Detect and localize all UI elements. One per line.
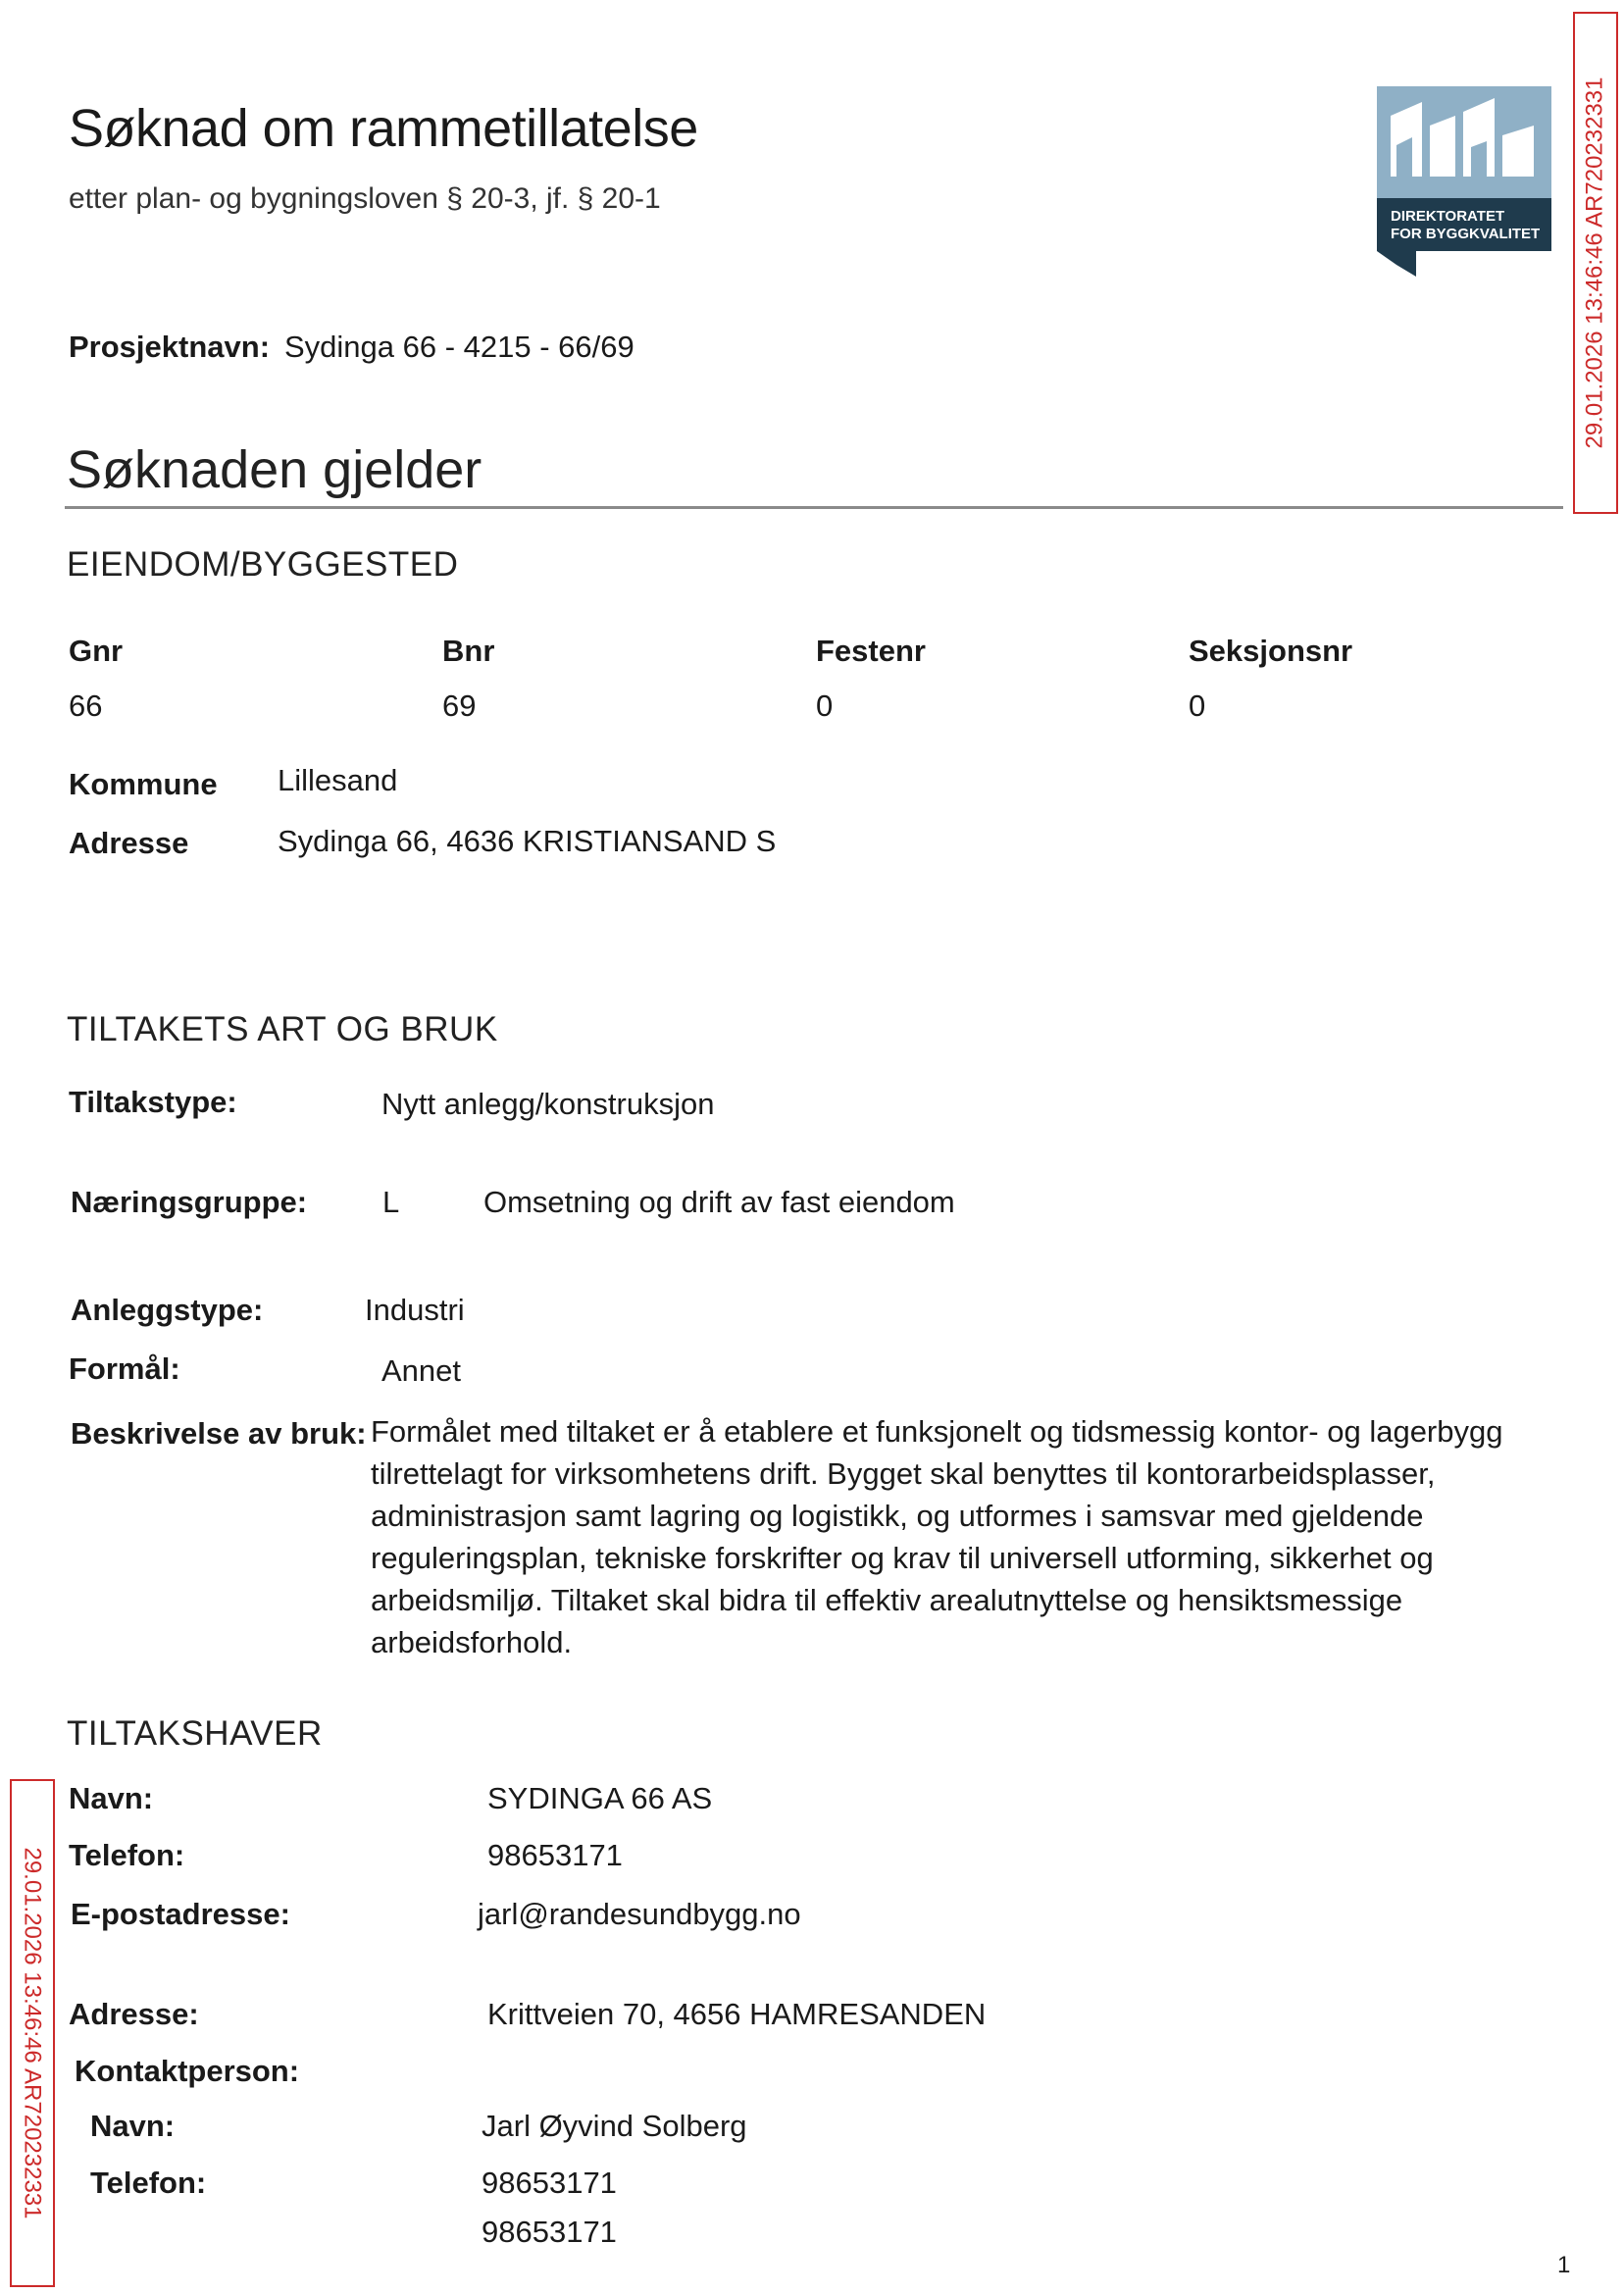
kontakt-telefon-label: Telefon:: [90, 2166, 207, 2200]
naeringsgruppe-code: L: [382, 1185, 400, 1219]
beskrivelse-label: Beskrivelse av bruk:: [71, 1416, 367, 1451]
gnr-value: 66: [69, 688, 103, 723]
beskrivelse-text: [371, 1410, 1528, 1663]
formal-value: Annet: [381, 1353, 462, 1388]
beskrivelse-line: reguleringsplan, tekniske forskrifter og krav til universell utforming, sikkerhet og: [371, 1541, 1434, 1575]
tiltakshaver-adresse-value: Krittveien 70, 4656 HAMRESANDEN: [487, 1997, 987, 2031]
tiltakstype-value: Nytt anlegg/konstruksjon: [381, 1087, 715, 1121]
kommune-label: Kommune: [69, 767, 218, 801]
adresse-value: Sydinga 66, 4636 KRISTIANSAND S: [278, 824, 777, 858]
bnr-value: 69: [442, 688, 477, 723]
epost-label: E-postadresse:: [71, 1897, 290, 1931]
tiltakshaver-adresse-label: Adresse:: [69, 1997, 199, 2031]
gnr-label: Gnr: [69, 634, 124, 668]
telefon-label: Telefon:: [69, 1838, 185, 1872]
project-label: Prosjektnavn:: [69, 330, 271, 364]
section-title: Søknaden gjelder: [67, 440, 482, 499]
kontaktperson-label: Kontaktperson:: [75, 2054, 300, 2088]
stamp-text: 29.01.2026 13:46:46 AR720232331: [1582, 76, 1608, 449]
receipt-stamp-right: [1573, 12, 1618, 514]
tiltakshaver-heading: TILTAKSHAVER: [67, 1714, 323, 1753]
beskrivelse-line: Formålet med tiltaket er å etablere et funksjonelt og tidsmessig kontor- og lagerbygg: [371, 1414, 1503, 1449]
tiltak-heading: TILTAKETS ART OG BRUK: [67, 1010, 498, 1048]
property-heading: EIENDOM/BYGGESTED: [67, 545, 459, 584]
logo-text-line-2: FOR BYGGKVALITET: [1391, 226, 1541, 242]
logo-text-line-1: DIREKTORATET: [1391, 208, 1505, 225]
beskrivelse-line: arbeidsmiljø. Tiltaket skal bidra til effektiv arealutnyttelse og hensiktsmessige: [371, 1583, 1403, 1617]
beskrivelse-line: arbeidsforhold.: [371, 1625, 573, 1659]
naeringsgruppe-value: Omsetning og drift av fast eiendom: [483, 1185, 955, 1219]
naeringsgruppe-label: Næringsgruppe:: [71, 1185, 308, 1219]
dibk-logo-icon: [1377, 86, 1551, 277]
beskrivelse-line: administrasjon samt lagring og logistikk, og utformes i samsvar med gjeldende: [371, 1499, 1424, 1533]
navn-label: Navn:: [69, 1781, 154, 1815]
formal-label: Formål:: [69, 1351, 180, 1386]
anleggstype-value: Industri: [365, 1293, 465, 1327]
seksjonsnr-label: Seksjonsnr: [1189, 634, 1353, 668]
kontakt-mobil-value: 98653171: [482, 2215, 617, 2249]
epost-value: jarl@randesundbygg.no: [478, 1897, 801, 1931]
bnr-label: Bnr: [442, 634, 495, 668]
kontakt-navn-value: Jarl Øyvind Solberg: [482, 2109, 747, 2143]
dibk-logo: [1377, 86, 1551, 277]
seksjonsnr-value: 0: [1189, 688, 1206, 723]
beskrivelse-line: tilrettelagt for virksomhetens drift. Bygget skal benyttes til kontorarbeidsplasser,: [371, 1456, 1436, 1491]
navn-value: SYDINGA 66 AS: [487, 1781, 713, 1815]
receipt-stamp-left: [10, 1779, 55, 2287]
document-title: Søknad om rammetillatelse: [69, 99, 698, 158]
telefon-value: 98653171: [487, 1838, 623, 1872]
anleggstype-label: Anleggstype:: [71, 1293, 264, 1327]
project-value: Sydinga 66 - 4215 - 66/69: [284, 330, 634, 364]
document-subtitle: etter plan- og bygningsloven § 20-3, jf. § 20-1: [69, 182, 661, 215]
stamp-text: 29.01.2026 13:46:46 AR720232331: [20, 1847, 46, 2219]
kommune-value: Lillesand: [278, 763, 398, 797]
page-number: 1: [1557, 2252, 1571, 2278]
adresse-label: Adresse: [69, 826, 189, 860]
kontakt-navn-label: Navn:: [90, 2109, 176, 2143]
section-divider: [65, 506, 1563, 509]
festenr-value: 0: [816, 688, 834, 723]
festenr-label: Festenr: [816, 634, 926, 668]
kontakt-telefon-value: 98653171: [482, 2166, 617, 2200]
tiltakstype-label: Tiltakstype:: [69, 1085, 237, 1119]
